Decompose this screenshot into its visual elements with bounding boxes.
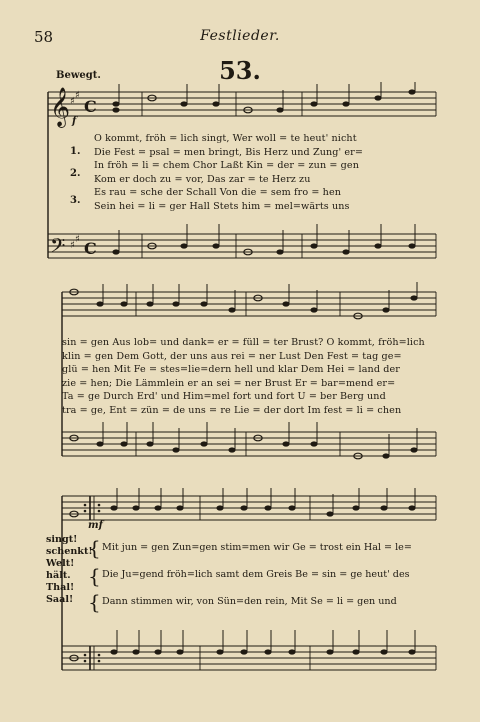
tempo-marking: Bewegt. (56, 70, 101, 81)
verse-endings (46, 534, 93, 606)
verse-ending: Welt! (46, 558, 75, 569)
lyric-line: Die Ju=gend fröh=lich samt dem Greis Be = sin = ge heut' des (102, 569, 410, 580)
verse-ending: Saal! (46, 594, 74, 605)
lyric-line: O kommt, fröh = lich singt, Wer woll = te heut' nicht (94, 133, 357, 144)
lyric-line: Es rau = sche der Schall Von die = sem fro = hen (94, 187, 341, 198)
svg-text:C: C (84, 97, 97, 116)
running-title: Festlieder. (200, 28, 280, 44)
lyric-line: Die Fest = psal = men bringt, Bis Herz und Zung' er= (94, 146, 364, 158)
page-number: 58 (34, 28, 54, 46)
lyric-line: klin = gen Dem Gott, der uns aus rei = ner Lust Den Fest = tag ge= (62, 350, 402, 362)
lyric-line: Ta = ge Durch Erd' und Him=mel fort und fort U = ber Berg und (62, 391, 386, 402)
verse-ending: Thal! (46, 582, 75, 593)
svg-text:♯: ♯ (70, 240, 75, 251)
dynamic-mezzoforte: mf (88, 520, 103, 531)
svg-text:𝄞: 𝄞 (50, 87, 71, 127)
hymn-number: 53. (219, 56, 261, 85)
svg-text:♯: ♯ (70, 96, 75, 107)
svg-text:𝄢: 𝄢 (50, 234, 66, 262)
lyric-line: Mit jun = gen Zun=gen stim=men wir Ge = trost ein Hal = le= (102, 542, 412, 553)
verse-ending: hält. (46, 570, 71, 581)
verse-number-1: 1. (70, 146, 81, 157)
lyric-line: Kom er doch zu = vor, Das zar = te Herz zu (94, 173, 311, 185)
brace-1: { (88, 536, 101, 560)
dynamic-forte: f (72, 116, 77, 127)
verse-number-2: 2. (70, 168, 81, 179)
svg-text:♯: ♯ (75, 90, 80, 101)
lyric-line: glü = hen Mit Fe = stes=lie=dern hell und klar Dem Hei = land der (62, 364, 400, 375)
verse-ending: schenkt! (46, 546, 93, 557)
brace-2: { (88, 564, 101, 588)
lyric-line: zie = hen; Die Lämmlein er an sei = ner Brust Er = bar=mend er= (62, 377, 396, 389)
verse-number-3: 3. (70, 195, 81, 206)
system-2-lyrics (62, 336, 425, 417)
lyric-line: sin = gen Aus lob= und dank= er = füll = ter Brust? O kommt, fröh=lich (62, 337, 425, 348)
lyric-line: Dann stimmen wir, von Sün=den rein, Mit Se = li = gen und (102, 596, 397, 607)
lyric-line: In fröh = li = chem Chor Laßt Kin = der = zun = gen (94, 160, 359, 171)
verse-ending: singt! (46, 534, 78, 545)
svg-text:C: C (84, 239, 97, 258)
lyric-line: tra = ge, Ent = zün = de uns = re Lie = der dort Im fest = li = chen (62, 404, 402, 416)
system-1-lyrics (94, 132, 363, 213)
lyric-line: Sein hei = li = ger Hall Stets him = mel=wärts uns (94, 200, 350, 212)
brace-3: { (88, 590, 101, 614)
svg-text:♯: ♯ (75, 234, 80, 245)
